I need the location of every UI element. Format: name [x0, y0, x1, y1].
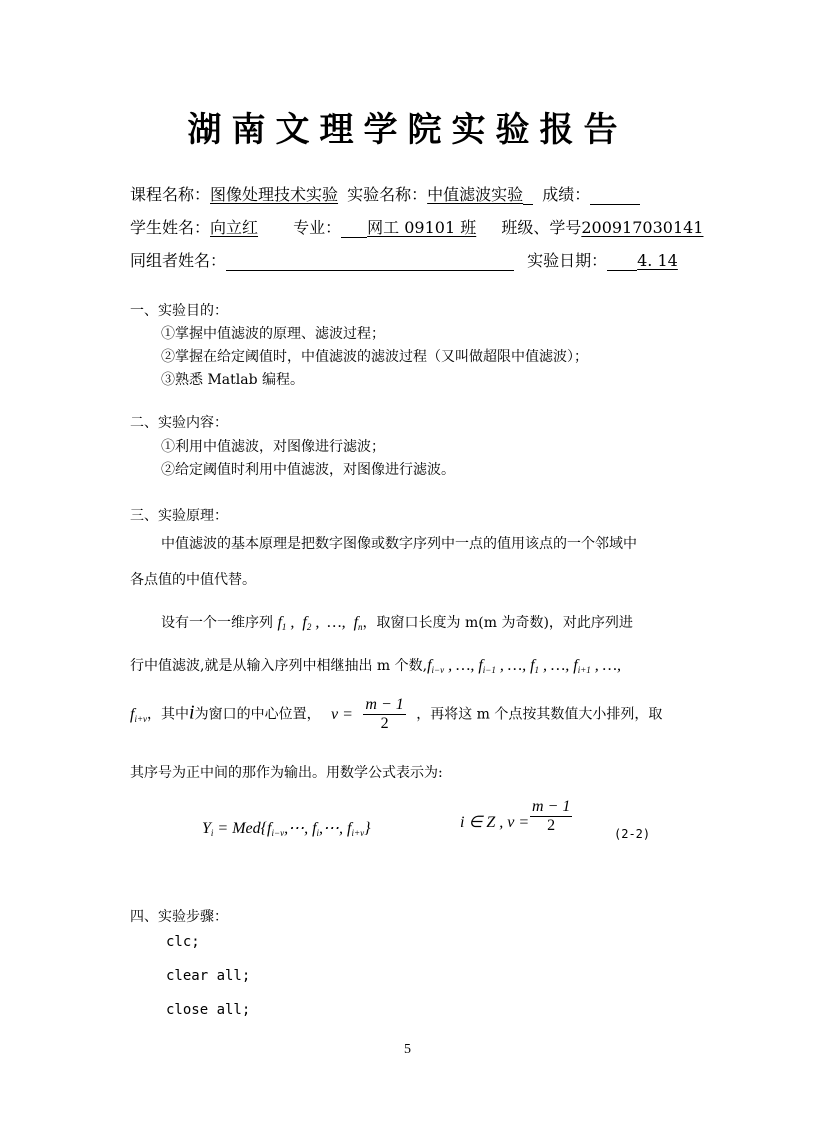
p4-text-a: ，其中 [147, 706, 190, 723]
formula-frac-num: m − 1 [532, 798, 571, 815]
sec3-heading: 三、实验原理： [130, 508, 228, 524]
formula-fraction [530, 798, 572, 835]
sec3-para1-line2: 各点值的中值代替。 [130, 572, 256, 588]
header-row-3 [130, 248, 678, 271]
p4-text-b: 为窗口的中心位置， [194, 706, 321, 723]
window-sequence: $f_{i-v}$ , …, $f_{i-1}$ , …, $f_1$ , …, $f_{i+1}$ , …, [427, 657, 622, 675]
p2-text-a: 设有一个一维序列 [161, 615, 273, 631]
var-i: i [189, 701, 195, 724]
formula-condition: i ∈ Z , v = [460, 814, 530, 831]
p2-text-b: ，取窗口长度为 m(m 为奇数)，对此序列进 [362, 615, 633, 631]
score-label: 成绩： [542, 185, 591, 204]
sec2-item-2: ②给定阈值时利用中值滤波，对图像进行滤波。 [161, 462, 455, 478]
partner-label: 同组者姓名： [130, 251, 227, 270]
page-number: 5 [404, 1042, 411, 1057]
exp-value: 中值滤波实验 [427, 185, 524, 204]
sec3-para5: 其序号为正中间的那作为输出。用数学公式表示为: [130, 765, 443, 781]
sec2-heading: 二、实验内容： [130, 415, 228, 431]
equation-number: (2-2) [614, 827, 651, 841]
v-fraction [363, 696, 405, 733]
sec3-para4-line [130, 696, 662, 733]
major-value: 网工 09101 班 [367, 218, 477, 237]
course-value: 图像处理技术实验 [210, 185, 339, 204]
median-formula: $Y_i$ = $Med\{f_{i-v},\cdots$, $f_i,\cdots$, $f_{i+v}$} [202, 820, 371, 838]
sec3-para3-line [130, 655, 621, 675]
formula-frac-den: 2 [547, 817, 556, 834]
formula-Y: Y [202, 820, 211, 837]
sec1-item-1: ①掌握中值滤波的原理、滤波过程； [161, 326, 385, 342]
student-value: 向立红 [210, 218, 259, 237]
header-row-2 [130, 215, 703, 238]
v-definition: v = [331, 705, 353, 723]
course-label: 课程名称： [130, 185, 211, 204]
seq-expression: $f_1$ , $f_2$ , …, $f_n$ [277, 614, 363, 632]
class-value: 200917030141 [581, 218, 704, 237]
date-value: 4. 14 [637, 251, 678, 270]
score-blank [590, 188, 640, 205]
code-line-1: clc; [166, 934, 200, 950]
date-label: 实验日期： [527, 251, 608, 270]
p4-text-c: ，再将这 m 个点按其数值大小排列，取 [416, 706, 663, 723]
major-label: 专业： [293, 218, 342, 237]
f-i-plus-v: $f_{i+v}$ [130, 705, 148, 724]
header-row-1 [130, 182, 640, 205]
frac-denominator: 2 [380, 715, 389, 732]
sec1-item-3: ③熟悉 Matlab 编程。 [161, 372, 304, 388]
code-line-3: close all; [166, 1002, 251, 1018]
exp-label: 实验名称： [347, 185, 428, 204]
formula-med: Med [232, 820, 261, 837]
sec3-para2-line [161, 612, 633, 632]
sec1-item-2: ②掌握在给定阈值时，中值滤波的滤波过程（又叫做超限中值滤波）； [161, 349, 588, 365]
page-title: 湖南文理学院实验报告 [187, 110, 628, 150]
code-line-2: clear all; [166, 968, 251, 984]
sec2-item-1: ①利用中值滤波，对图像进行滤波； [161, 439, 385, 455]
student-label: 学生姓名： [130, 218, 211, 237]
sec4-heading: 四、实验步骤： [130, 909, 228, 925]
sec1-heading: 一、实验目的： [130, 303, 228, 319]
frac-numerator: m − 1 [365, 696, 404, 713]
class-label: 班级、学号 [501, 218, 582, 237]
partner-blank [226, 254, 514, 271]
p3-text-a: 行中值滤波,就是从输入序列中相继抽出 m 个数, [130, 658, 428, 674]
sec3-para1-line1: 中值滤波的基本原理是把数字图像或数字序列中一点的值用该点的一个邻域中 [161, 536, 637, 552]
